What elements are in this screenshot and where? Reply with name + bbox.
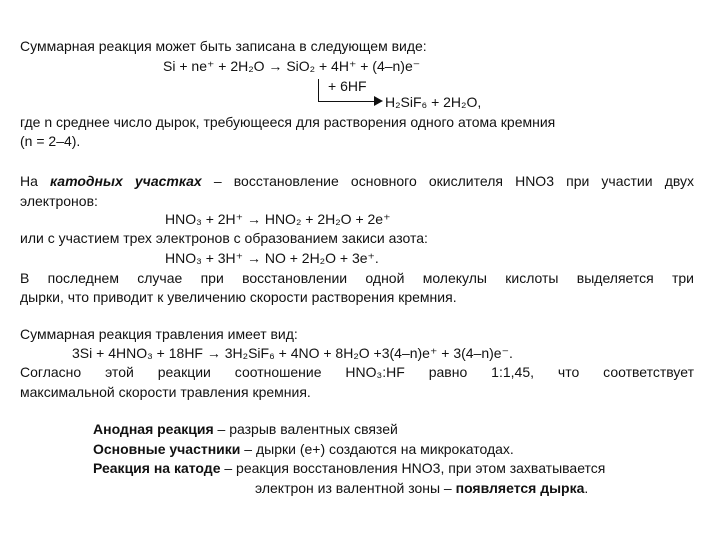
equation-three-electron: HNO₃ + 3H⁺ → NO + 2H₂O + 3e⁺. [165, 250, 379, 266]
holes-paragraph [20, 270, 694, 305]
text-line: или с участием трех электронов с образованием закиси азота: [20, 230, 428, 246]
reaction-arrow-vertical [318, 79, 319, 101]
text-line: максимальной скорости травления кремния. [20, 384, 311, 400]
text-line: Согласно этой реакции соотношение HNO₃:HF равно 1:1,45, что соответствует [20, 364, 694, 380]
equation-product: H₂SiF₆ + 2H₂O, [385, 94, 482, 110]
arrow-head-icon [374, 96, 383, 106]
summary-cathode: Реакция на катоде – реакция восстановления HNO3, при этом захватывается [93, 460, 606, 476]
text-line: Суммарная реакция может быть записана в следующем виде: [20, 38, 427, 54]
text-line: На катодных участках – восстановление основного окислителя HNO3 при участии двух [20, 173, 694, 189]
equation-two-electron: HNO₃ + 2H⁺ → HNO₂ + 2H₂O + 2e⁺ [165, 211, 391, 227]
equation-silicon-oxidation: Si + ne⁺ + 2H₂O → SiO₂ + 4H⁺ + (4–n)e⁻ [163, 58, 421, 74]
text-line: (n = 2–4). [20, 133, 81, 149]
text-line: электронов: [20, 193, 98, 209]
emphasis-cathode: катодных участках [50, 173, 202, 189]
summary-anode: Анодная реакция – разрыв валентных связей [93, 421, 398, 437]
reaction-arrow-horizontal [318, 101, 376, 102]
summary-participants: Основные участники – дырки (е+) создаются на микрокатодах. [93, 441, 514, 457]
text-line: Суммарная реакция травления имеет вид: [20, 326, 298, 342]
summary-hole: электрон из валентной зоны – появляется дырка. [255, 480, 589, 496]
text-line: где n среднее число дырок, требующееся для растворения одного атома кремния [20, 114, 556, 130]
text-line: дырки, что приводит к увеличению скорости растворения кремния. [20, 289, 457, 305]
equation-total-etching: 3Si + 4HNO₃ + 18HF → 3H₂SiF₆ + 4NO + 8H₂O +3(4–n)e⁺ + 3(4–n)e⁻. [72, 345, 513, 361]
text-line: В последнем случае при восстановлении одной молекулы кислоты выделяется три [20, 270, 694, 286]
equation-hf-addition: + 6HF [328, 78, 367, 94]
